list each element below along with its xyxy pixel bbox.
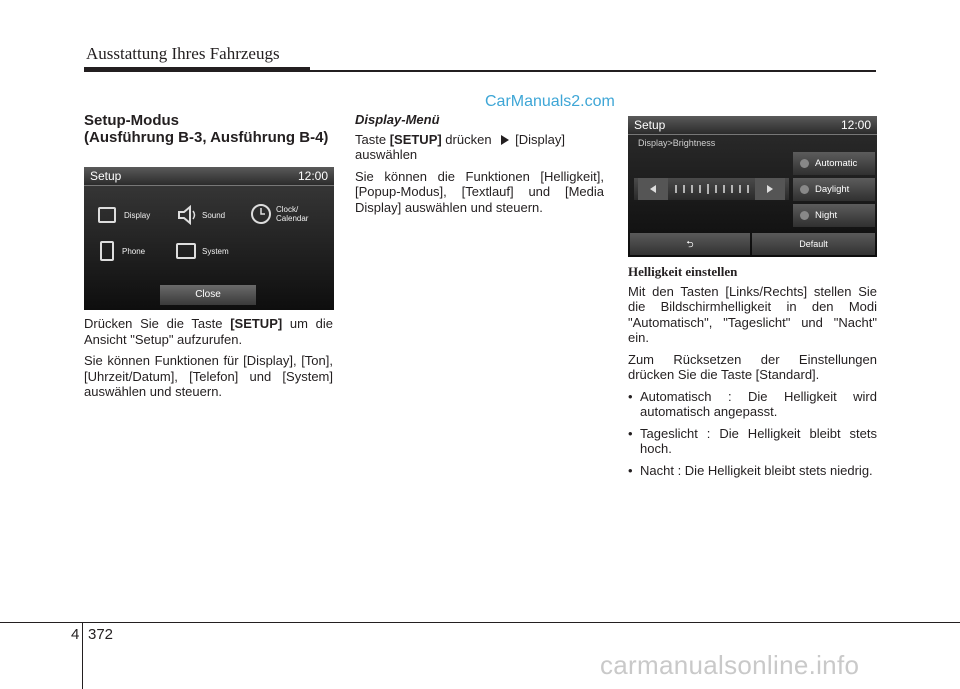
- right-arrow-button[interactable]: [755, 178, 785, 200]
- p1-post: um die Ansicht "Setup" aufzurufen.: [84, 316, 333, 347]
- setup-screen-image: [84, 167, 334, 310]
- slider-ticks: [674, 184, 750, 194]
- display-paragraph-1: [355, 132, 604, 163]
- page-header-title: Ausstattung Ihres Fahrzeugs: [86, 44, 280, 63]
- brightness-paragraph-2: Zum Rücksetzen der Einstellungen drücken Sie die Taste [Standard].: [628, 351, 877, 382]
- column-brightness: [628, 264, 877, 484]
- column-display-menu: [355, 112, 604, 221]
- footer-vertical-rule: [82, 622, 83, 689]
- column-setup-text: [84, 316, 333, 406]
- p1-pre: Drücken Sie die Taste: [84, 316, 231, 331]
- list-item: • Nacht : Die Helligkeit bleibt stets niedrig.: [628, 463, 877, 479]
- display-menu-title: Display-Menü: [355, 112, 440, 127]
- radio-icon: [800, 185, 809, 194]
- screen-clock: 12:00: [297, 169, 328, 183]
- clock-label-2: Calendar: [276, 214, 309, 223]
- brightness-paragraph-1: Mit den Tasten [Links/Rechts] stellen Sie die Bildschirmhelligkeit in den Modi "Automatisch", "Tageslicht" und "Nacht" ein.: [628, 283, 877, 345]
- p1-post: [Display] auswählen: [355, 131, 566, 162]
- footer-watermark[interactable]: carmanualsonline.info: [600, 650, 860, 680]
- header-rule-thin: [310, 70, 876, 72]
- phone-label: Phone: [122, 247, 146, 256]
- brightness-mode-list: [628, 389, 877, 479]
- screen-clock: 12:00: [840, 118, 871, 132]
- play-arrow-icon: [501, 135, 509, 145]
- mode-daylight-button[interactable]: [793, 178, 875, 201]
- chapter-number: 4: [71, 626, 80, 643]
- column-setup-mode: [84, 112, 333, 146]
- back-button[interactable]: ⮌: [630, 233, 750, 255]
- screen-title-bar: [628, 116, 877, 135]
- clock-icon: [250, 203, 272, 225]
- brightness-slider[interactable]: [634, 178, 789, 200]
- close-button[interactable]: Close: [160, 285, 256, 305]
- radio-icon: [800, 211, 809, 220]
- section-title: Setup-Modus: [84, 112, 179, 129]
- mode-label: Automatic: [815, 158, 858, 169]
- right-arrow-icon: [755, 178, 785, 200]
- default-button[interactable]: Default: [752, 233, 875, 255]
- display-label: Display: [124, 211, 151, 220]
- sound-label: Sound: [202, 211, 226, 220]
- mode-night-button[interactable]: [793, 204, 875, 227]
- breadcrumb: Display>Brightness: [638, 138, 716, 148]
- display-icon: [98, 207, 116, 223]
- setup-key: [SETUP]: [230, 316, 283, 331]
- clock-label-1: Clock/: [276, 205, 299, 214]
- system-label: System: [202, 247, 229, 256]
- header-rule: [84, 67, 310, 72]
- system-icon: [176, 243, 196, 259]
- display-paragraph-2: Sie können die Funktionen [Helligkeit], [Popup-Modus], [Textlauf] und [Media Display] auswählen und steuern.: [355, 168, 604, 215]
- screen-title: Setup: [90, 169, 122, 183]
- sound-icon: [176, 205, 200, 225]
- mode-automatic-button[interactable]: [793, 152, 875, 175]
- setup-key: [SETUP]: [389, 131, 442, 147]
- mode-label: Daylight: [815, 184, 850, 195]
- screen-title: Setup: [634, 118, 666, 132]
- p1-mid: drücken: [441, 131, 496, 147]
- setup-paragraph-1: [84, 316, 333, 347]
- left-arrow-button[interactable]: [638, 178, 668, 200]
- brightness-screen-image: [628, 116, 877, 257]
- radio-icon: [800, 159, 809, 168]
- phone-icon: [100, 241, 114, 261]
- watermark-text[interactable]: CarManuals2.com: [485, 93, 615, 110]
- list-item: • Automatisch : Die Helligkeit wird automatisch angepasst.: [628, 389, 877, 420]
- brightness-title: Helligkeit einstellen: [628, 264, 738, 279]
- mode-label: Night: [815, 210, 838, 221]
- page-number: 372: [88, 626, 114, 643]
- section-subtitle: (Ausführung B-3, Ausführung B-4): [84, 129, 329, 146]
- setup-paragraph-2: Sie können Funktionen für [Display], [Ton], [Uhrzeit/Datum], [Telefon] und [System] auswählen und steuern.: [84, 353, 333, 399]
- p1-pre: Taste: [355, 131, 390, 147]
- screen-title-bar: [84, 167, 334, 186]
- left-arrow-icon: [638, 178, 668, 200]
- list-item: • Tageslicht : Die Helligkeit bleibt stets hoch.: [628, 426, 877, 457]
- footer-rule: [0, 622, 960, 623]
